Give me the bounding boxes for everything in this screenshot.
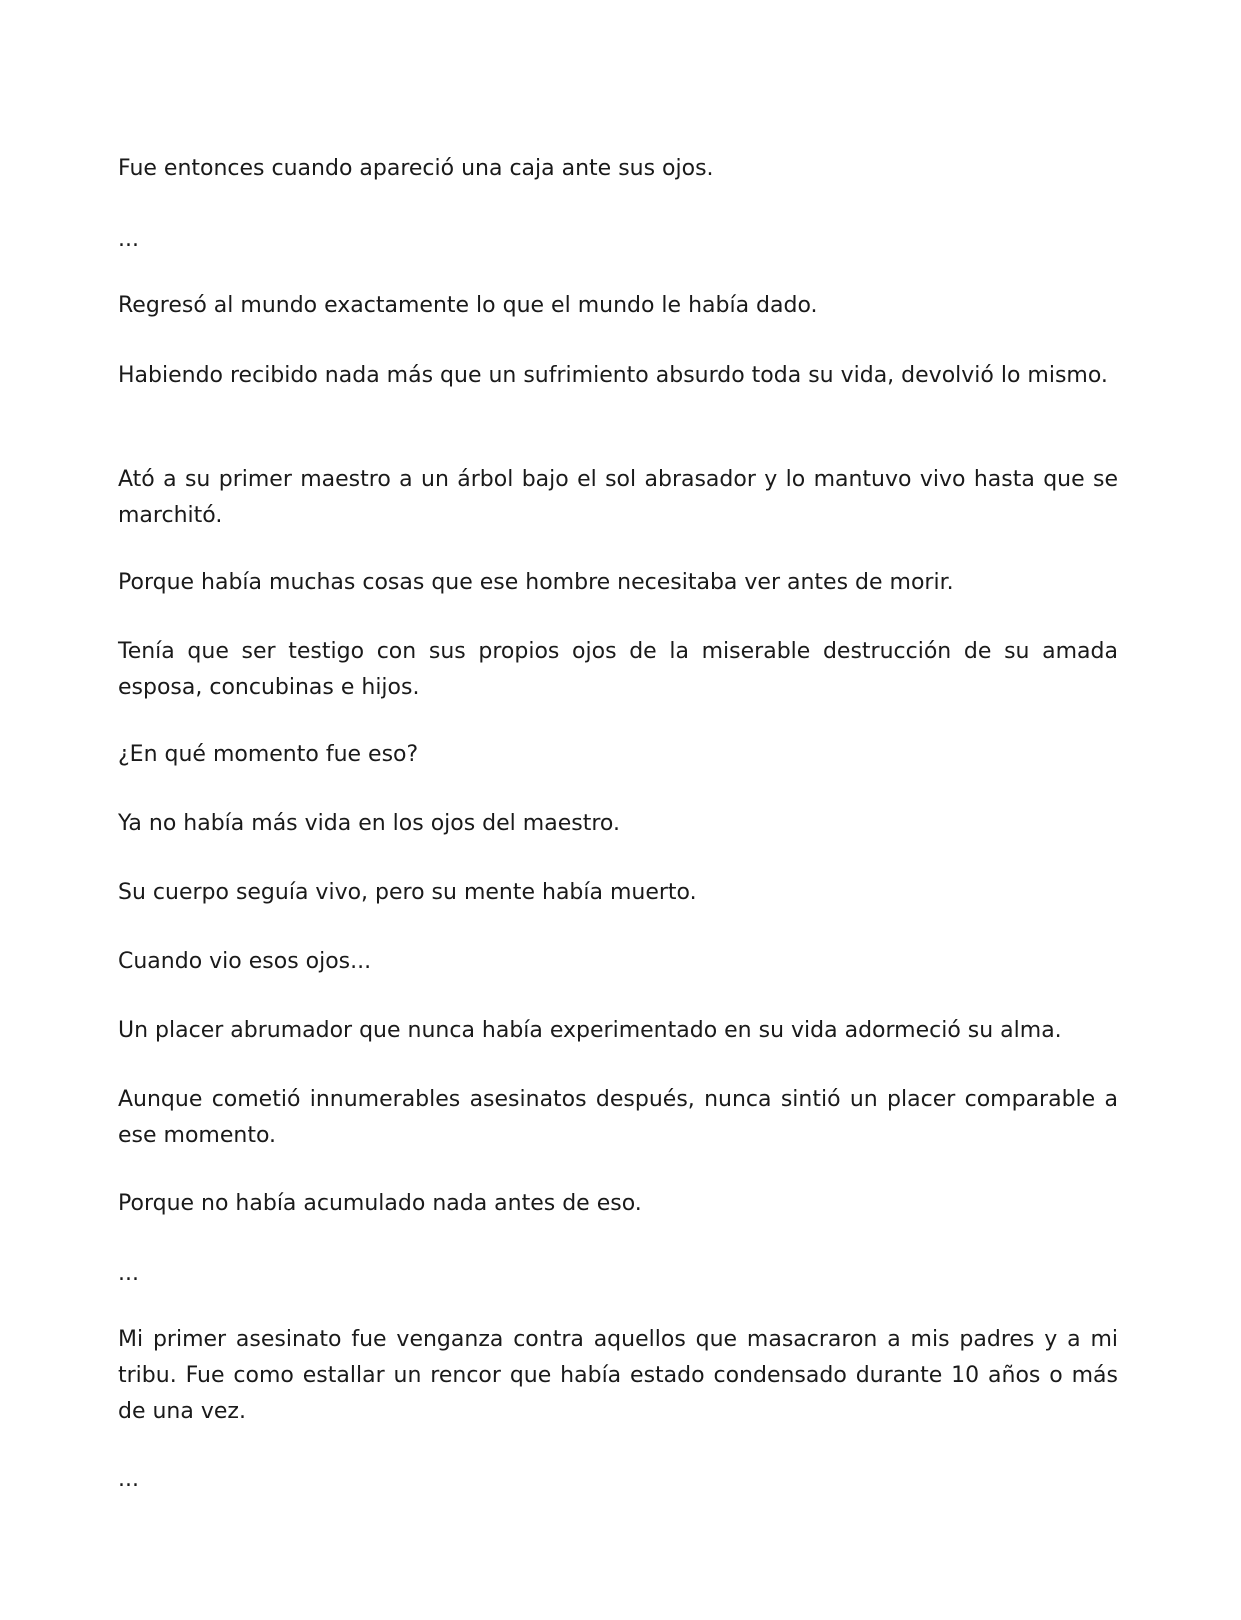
paragraph-5: Porque había muchas cosas que ese hombre necesitaba ver antes de morir. [118, 570, 954, 595]
paragraph-2: Regresó al mundo exactamente lo que el mundo le había dado. [118, 293, 818, 318]
paragraph-ellipsis-3: ... [118, 1467, 139, 1492]
paragraph-13: Porque no había acumulado nada antes de eso. [118, 1191, 642, 1216]
paragraph-ellipsis-2: ... [118, 1261, 139, 1286]
paragraph-6: Tenía que ser testigo con sus propios ojos de la miserable destrucción de su amada esposa, concubinas e hijos. [118, 639, 1118, 700]
paragraph-ellipsis-1: ... [118, 227, 139, 252]
paragraph-12: Aunque cometió innumerables asesinatos después, nunca sintió un placer comparable a ese momento. [118, 1087, 1118, 1148]
paragraph-1: Fue entonces cuando apareció una caja ante sus ojos. [118, 156, 714, 181]
paragraph-10: Cuando vio esos ojos... [118, 949, 372, 974]
paragraph-4: Ató a su primer maestro a un árbol bajo el sol abrasador y lo mantuvo vivo hasta que se marchitó. [118, 467, 1118, 528]
paragraph-9: Su cuerpo seguía vivo, pero su mente había muerto. [118, 880, 697, 905]
paragraph-11: Un placer abrumador que nunca había experimentado en su vida adormeció su alma. [118, 1018, 1062, 1043]
paragraph-14: Mi primer asesinato fue venganza contra aquellos que masacraron a mis padres y a mi tribu. Fue como estallar un rencor que había estado condensado durante 10 años o más de una vez. [118, 1327, 1118, 1424]
paragraph-3: Habiendo recibido nada más que un sufrimiento absurdo toda su vida, devolvió lo mismo. [118, 363, 1108, 388]
paragraph-7: ¿En qué momento fue eso? [118, 742, 419, 767]
paragraph-8: Ya no había más vida en los ojos del maestro. [118, 811, 620, 836]
